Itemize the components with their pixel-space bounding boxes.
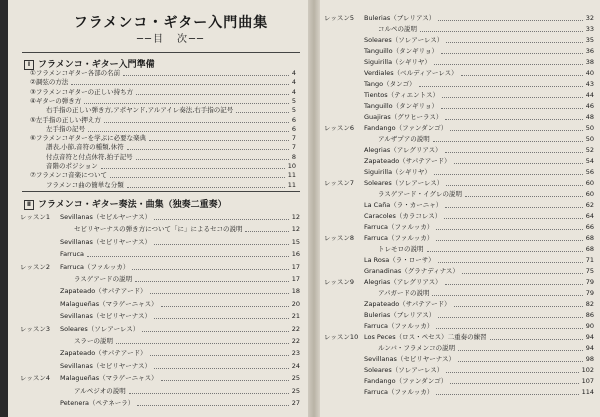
dot-leader xyxy=(154,362,289,369)
section-1-number: Ⅰ xyxy=(24,60,34,70)
page-number: 40 xyxy=(585,69,594,77)
dot-leader xyxy=(438,311,583,318)
page-number: 98 xyxy=(585,355,594,363)
dot-leader xyxy=(458,344,583,351)
entry-title: Petenera（ペテネーラ） xyxy=(60,399,135,407)
entry-title: ④ギターの弾き方 xyxy=(30,96,82,105)
toc-entry xyxy=(324,322,594,331)
entry-title: Tango（タンゴ） xyxy=(364,80,416,88)
dot-leader xyxy=(458,355,583,362)
toc-entry xyxy=(324,256,594,265)
entry-title: Fandango（ファンダンゴ） xyxy=(364,377,448,385)
toc-entry xyxy=(324,190,594,199)
toc-entry xyxy=(324,58,594,67)
page-number: 82 xyxy=(585,300,594,308)
toc-entry xyxy=(20,362,300,371)
toc-entry xyxy=(30,181,296,190)
page-number: 102 xyxy=(581,366,594,374)
page-number: 17 xyxy=(291,275,300,283)
dot-leader xyxy=(446,36,583,43)
page-number: 52 xyxy=(585,146,594,154)
toc-entry xyxy=(20,337,300,346)
entry-title: Caracoles（カラコレス） xyxy=(364,212,442,220)
toc-entry xyxy=(324,36,594,45)
page-number: 90 xyxy=(585,322,594,330)
dot-leader xyxy=(446,366,579,373)
page-number: 50 xyxy=(585,135,594,143)
dot-leader xyxy=(450,377,579,384)
entry-title: アパガードの説明 xyxy=(378,289,430,297)
page-number: 75 xyxy=(585,267,594,275)
page-number: 5 xyxy=(291,106,296,115)
toc-entry xyxy=(324,91,594,100)
entry-title: Sevillanas（セビルヤーナス） xyxy=(60,213,152,221)
dot-leader xyxy=(434,58,583,65)
toc-entry xyxy=(324,311,594,320)
entry-title: コルペの説明 xyxy=(378,25,417,33)
entry-title: Bulerias（ブレリアス） xyxy=(364,14,436,22)
entry-title: Siguirilla（シギリヤ） xyxy=(364,168,431,176)
dot-leader xyxy=(150,287,289,294)
toc-entry xyxy=(324,245,594,254)
toc-entry xyxy=(20,225,300,234)
page-number: 21 xyxy=(291,312,300,321)
entry-title: ①フラメンコギター各部の名前 xyxy=(30,69,121,77)
entry-title: Farruca（ファルッカ） xyxy=(364,223,434,231)
toc-entry xyxy=(324,80,594,89)
entry-title: セビリヤーナスの弾き方について「に」によるセコの説明 xyxy=(74,225,243,234)
toc-entry xyxy=(30,69,296,78)
toc-entry xyxy=(324,179,594,188)
dot-leader xyxy=(441,102,583,109)
entry-title: Malagueñas（マラゲーニャス） xyxy=(60,374,158,383)
toc-entry xyxy=(20,325,300,334)
lesson-label: レッスン7 xyxy=(324,179,355,187)
toc-entry xyxy=(324,388,594,397)
dot-leader xyxy=(420,25,583,32)
entry-title: Sevillanas（セビリヤーナス） xyxy=(60,312,151,321)
toc-entry xyxy=(324,377,594,386)
page-number: 64 xyxy=(585,212,594,220)
dot-leader xyxy=(436,322,583,329)
page-number: 114 xyxy=(581,388,594,396)
entry-title: スラーの説明 xyxy=(74,337,113,345)
page-number: 35 xyxy=(585,36,594,44)
entry-title: Sevillanas（セビリヤーナス） xyxy=(364,355,455,363)
dot-leader xyxy=(436,388,579,395)
dot-leader xyxy=(88,125,289,132)
lesson-label: レッスン8 xyxy=(324,234,355,242)
page-number: 11 xyxy=(287,171,296,180)
lesson-label: レッスン2 xyxy=(20,262,51,271)
page-number: 20 xyxy=(291,299,300,308)
page-number: 25 xyxy=(291,374,300,383)
dot-leader xyxy=(84,97,289,104)
dot-leader xyxy=(154,238,289,245)
toc-entry xyxy=(20,213,300,222)
page-number: 33 xyxy=(585,25,594,33)
dot-leader xyxy=(432,289,583,296)
page-number: 8 xyxy=(291,152,296,161)
page-number: 4 xyxy=(291,78,296,87)
entry-title: ルンバ・フラメンコの説明 xyxy=(378,344,456,352)
dot-leader xyxy=(87,250,289,257)
dot-leader xyxy=(434,168,583,175)
lesson-label: レッスン10 xyxy=(324,333,359,341)
page-title: フラメンコ・ギター入門曲集 xyxy=(73,15,269,31)
dot-leader xyxy=(136,153,289,160)
section-1-label: フラメンコ・ギター入門準備 xyxy=(38,60,155,70)
lesson-label: レッスン4 xyxy=(20,374,51,383)
page-number: 71 xyxy=(585,256,594,264)
dot-leader xyxy=(465,190,583,197)
entry-title: Tanguillo（タンギリョ） xyxy=(364,47,438,55)
entry-title: フラメンコ曲の簡単な分類 xyxy=(46,180,124,189)
dot-leader xyxy=(142,325,289,332)
toc-entry xyxy=(324,25,594,34)
entry-title: Farruca（ファルッカ） xyxy=(60,262,130,271)
dot-leader xyxy=(438,14,583,21)
entry-title: Bulerias（ブレリアス） xyxy=(364,311,436,319)
toc-entry xyxy=(30,162,296,171)
entry-title: アルザプアの説明 xyxy=(378,135,430,143)
dot-leader xyxy=(161,374,289,381)
entry-title: ②調弦の方法 xyxy=(30,78,69,87)
page-number: 50 xyxy=(585,124,594,132)
entry-title: アルペジオの説明 xyxy=(74,386,126,395)
entry-title: Verdiales（ベルディアーレス） xyxy=(364,69,458,77)
dot-leader xyxy=(462,267,583,274)
toc-entry xyxy=(324,69,594,78)
page-number: 44 xyxy=(585,91,594,99)
dot-leader xyxy=(436,223,583,230)
page-number: 54 xyxy=(585,157,594,165)
toc-entry xyxy=(20,312,300,321)
entry-title: Farruca（ファルッカ） xyxy=(364,388,434,396)
page-number: 60 xyxy=(585,179,594,187)
page-number: 48 xyxy=(585,113,594,121)
dot-leader xyxy=(123,69,289,76)
page-number: 5 xyxy=(291,96,296,105)
toc-entry xyxy=(324,300,594,309)
entry-title: Alegrias（アレグリアス） xyxy=(364,146,442,154)
entry-title: Farruca（ファルッカ） xyxy=(364,234,434,242)
entry-title: 付点音符と付点休符,拍子記号 xyxy=(46,152,133,161)
left-page xyxy=(16,0,306,417)
page-number: 16 xyxy=(291,250,300,259)
page-number: 68 xyxy=(585,245,594,253)
toc-entry xyxy=(30,153,296,162)
entry-title: Sevillanas（セビリヤーナス） xyxy=(60,361,151,370)
entry-title: Zapateado（サパテアード） xyxy=(60,349,147,358)
entry-title: Guajiras（グワヒーラス） xyxy=(364,113,443,121)
divider xyxy=(22,191,300,192)
dot-leader xyxy=(444,212,583,219)
entry-title: Zapateado（サパテアード） xyxy=(364,157,451,165)
page-number: 60 xyxy=(585,190,594,198)
dot-leader xyxy=(154,312,289,319)
divider xyxy=(22,52,300,53)
page-number: 4 xyxy=(291,69,296,77)
page-number: 56 xyxy=(585,168,594,176)
dot-leader xyxy=(461,69,583,76)
page-number: 4 xyxy=(291,87,296,96)
entry-title: Tanguillo（タンギリョ） xyxy=(364,102,438,110)
entry-title: Soleares（ソレアーレス） xyxy=(364,366,444,374)
lesson-label: レッスン6 xyxy=(324,124,355,132)
page-number: 27 xyxy=(291,399,300,407)
dot-leader xyxy=(236,106,289,113)
toc-entry xyxy=(20,399,300,408)
entry-title: Soleares（ソレアーレス） xyxy=(60,324,140,333)
page-number: 66 xyxy=(585,223,594,231)
toc-entry xyxy=(324,146,594,155)
dot-leader xyxy=(490,333,583,340)
book-spread xyxy=(8,0,600,417)
page-number: 17 xyxy=(291,262,300,271)
dot-leader xyxy=(245,225,289,232)
page-number: 43 xyxy=(585,80,594,88)
lesson-label: レッスン9 xyxy=(324,278,355,286)
page-number: 7 xyxy=(291,134,296,143)
toc-entry xyxy=(324,168,594,177)
page-number: 12 xyxy=(291,213,300,221)
dot-leader xyxy=(149,134,289,141)
entry-title: Sevillanas（セビリヤーナス） xyxy=(60,237,151,246)
dot-leader xyxy=(137,399,289,406)
page-number: 46 xyxy=(585,102,594,110)
section-2-number: Ⅱ xyxy=(24,200,34,210)
dot-leader xyxy=(454,300,583,307)
toc-subtitle: ──目 次── xyxy=(136,34,206,45)
page-number: 38 xyxy=(585,58,594,66)
toc-entry xyxy=(324,289,594,298)
dot-leader xyxy=(161,300,289,307)
entry-title: Los Peces（ロス・ペセス）二重奏の練習 xyxy=(364,333,487,341)
lesson-label: レッスン5 xyxy=(324,14,355,22)
page-number: 18 xyxy=(291,287,300,296)
toc-entry xyxy=(30,106,296,115)
lesson-label: レッスン3 xyxy=(20,324,51,333)
dot-leader xyxy=(438,256,583,263)
dot-leader xyxy=(450,124,583,131)
entry-title: 左手指の記号 xyxy=(46,124,85,133)
page-number: 94 xyxy=(585,344,594,352)
entry-title: Tientos（ティエントス） xyxy=(364,91,440,99)
dot-leader xyxy=(127,181,285,188)
page-number: 62 xyxy=(585,201,594,209)
entry-title: Soleares（ソレアーレス） xyxy=(364,36,444,44)
dot-leader xyxy=(419,80,583,87)
entry-title: Alegrias（アレグリアス） xyxy=(364,278,442,286)
entry-title: 譜表,小節,音符の種類,休符 xyxy=(46,143,124,152)
entry-title: ⑦フラメンコ音楽について xyxy=(30,171,108,180)
toc-entry xyxy=(30,171,296,180)
dot-leader xyxy=(116,337,289,344)
toc-entry xyxy=(324,124,594,133)
toc-entry xyxy=(20,287,300,296)
toc-entry xyxy=(20,238,300,247)
toc-entry xyxy=(324,234,594,243)
page-number: 24 xyxy=(291,361,300,370)
toc-entry xyxy=(324,278,594,287)
entry-title: Malagueñas（マラゲーニャス） xyxy=(60,299,158,308)
toc-entry xyxy=(324,113,594,122)
dot-leader xyxy=(454,157,583,164)
toc-entry xyxy=(30,143,296,152)
toc-entry xyxy=(324,344,594,353)
page-number: 36 xyxy=(585,47,594,55)
page-number: 32 xyxy=(585,14,594,22)
entry-title: 右手指の正しい弾き方,アポヤンド,アルアイレ奏法,右手指の記号 xyxy=(46,106,234,115)
toc-entry xyxy=(324,333,594,342)
entry-title: Granadinas（グラナディナス） xyxy=(364,267,459,275)
dot-leader xyxy=(445,278,583,285)
toc-entry xyxy=(324,212,594,221)
dot-leader xyxy=(445,146,583,153)
entry-title: Zapateado（サパテアード） xyxy=(60,287,147,296)
dot-leader xyxy=(436,234,583,241)
dot-leader xyxy=(132,263,289,270)
entry-title: Farruca xyxy=(60,250,85,259)
page-number: 12 xyxy=(291,225,300,234)
toc-entry xyxy=(30,78,296,87)
toc-entry xyxy=(30,116,296,125)
entry-title: トレモロの説明 xyxy=(378,245,424,253)
page-number: 6 xyxy=(291,124,296,133)
entry-title: Fandango（ファンダンゴ） xyxy=(364,124,448,132)
entry-title: ラスゲアードの説明 xyxy=(74,275,133,283)
toc-entry xyxy=(20,263,300,272)
entry-title: Soleares（ソレアーレス） xyxy=(364,179,444,187)
page-number: 22 xyxy=(291,337,300,345)
entry-title: Siguirilla（シギリヤ） xyxy=(364,58,431,66)
entry-title: 音階のポジション xyxy=(46,162,98,170)
entry-title: ③フラメンコギターの正しい持ち方 xyxy=(30,87,134,96)
toc-entry xyxy=(324,366,594,375)
dot-leader xyxy=(445,201,583,208)
toc-entry xyxy=(324,267,594,276)
page-number: 79 xyxy=(585,289,594,297)
dot-leader xyxy=(446,179,583,186)
toc-entry xyxy=(324,355,594,364)
toc-entry xyxy=(324,102,594,111)
entry-title: La Rosa（ラ・ローサ） xyxy=(364,256,435,264)
section-2-label: フラメンコ・ギター奏法・曲集（独奏二重奏） xyxy=(38,200,227,210)
page-number: 107 xyxy=(581,377,594,385)
toc-entry xyxy=(30,88,296,97)
toc-entry xyxy=(20,349,300,358)
toc-entry xyxy=(20,300,300,309)
page-number: 79 xyxy=(585,278,594,286)
toc-entry xyxy=(30,125,296,134)
dot-leader xyxy=(442,91,583,98)
section-2-heading xyxy=(24,197,227,210)
dot-leader xyxy=(101,162,285,169)
page-number: 25 xyxy=(291,386,300,395)
toc-entry xyxy=(20,250,300,259)
entry-title: La Caña（ラ・カーニャ） xyxy=(364,201,443,209)
toc-entry xyxy=(324,14,594,23)
toc-entry xyxy=(324,201,594,210)
page-number: 15 xyxy=(291,237,300,246)
toc-entry xyxy=(324,157,594,166)
dot-leader xyxy=(71,78,289,85)
page-number: 6 xyxy=(291,115,296,124)
toc-entry xyxy=(324,135,594,144)
page-number: 7 xyxy=(291,143,296,152)
entry-title: ⑤左手指の正しい押え方 xyxy=(30,115,101,124)
dot-leader xyxy=(433,135,583,142)
page-number: 94 xyxy=(585,333,594,341)
toc-entry xyxy=(20,387,300,396)
toc-entry xyxy=(30,97,296,106)
dot-leader xyxy=(127,143,289,150)
right-page xyxy=(320,0,600,417)
dot-leader xyxy=(154,213,289,220)
toc-entry xyxy=(324,223,594,232)
page-number: 11 xyxy=(287,180,296,189)
page-number: 23 xyxy=(291,349,300,358)
dot-leader xyxy=(129,387,289,394)
toc-entry xyxy=(324,47,594,56)
toc-entry xyxy=(30,134,296,143)
lesson-label: レッスン1 xyxy=(20,213,51,221)
page-number: 86 xyxy=(585,311,594,319)
entry-title: ⑥フラメンコギターを学ぶに必要な楽典 xyxy=(30,134,147,143)
entry-title: ラスゲアード・イグレの説明 xyxy=(378,190,462,198)
page-number: 68 xyxy=(585,234,594,242)
page-number: 22 xyxy=(291,324,300,333)
entry-title: Farruca（ファルッカ） xyxy=(364,322,434,330)
dot-leader xyxy=(427,245,583,252)
dot-leader xyxy=(110,171,285,178)
dot-leader xyxy=(104,116,289,123)
entry-title: Zapateado（サパテアード） xyxy=(364,300,451,308)
toc-entry xyxy=(20,275,300,284)
dot-leader xyxy=(135,275,289,282)
page-number: 10 xyxy=(287,162,296,170)
dot-leader xyxy=(150,349,289,356)
dot-leader xyxy=(136,88,289,95)
book-gutter xyxy=(308,0,320,417)
dot-leader xyxy=(441,47,583,54)
dot-leader xyxy=(445,113,583,120)
toc-entry xyxy=(20,374,300,383)
